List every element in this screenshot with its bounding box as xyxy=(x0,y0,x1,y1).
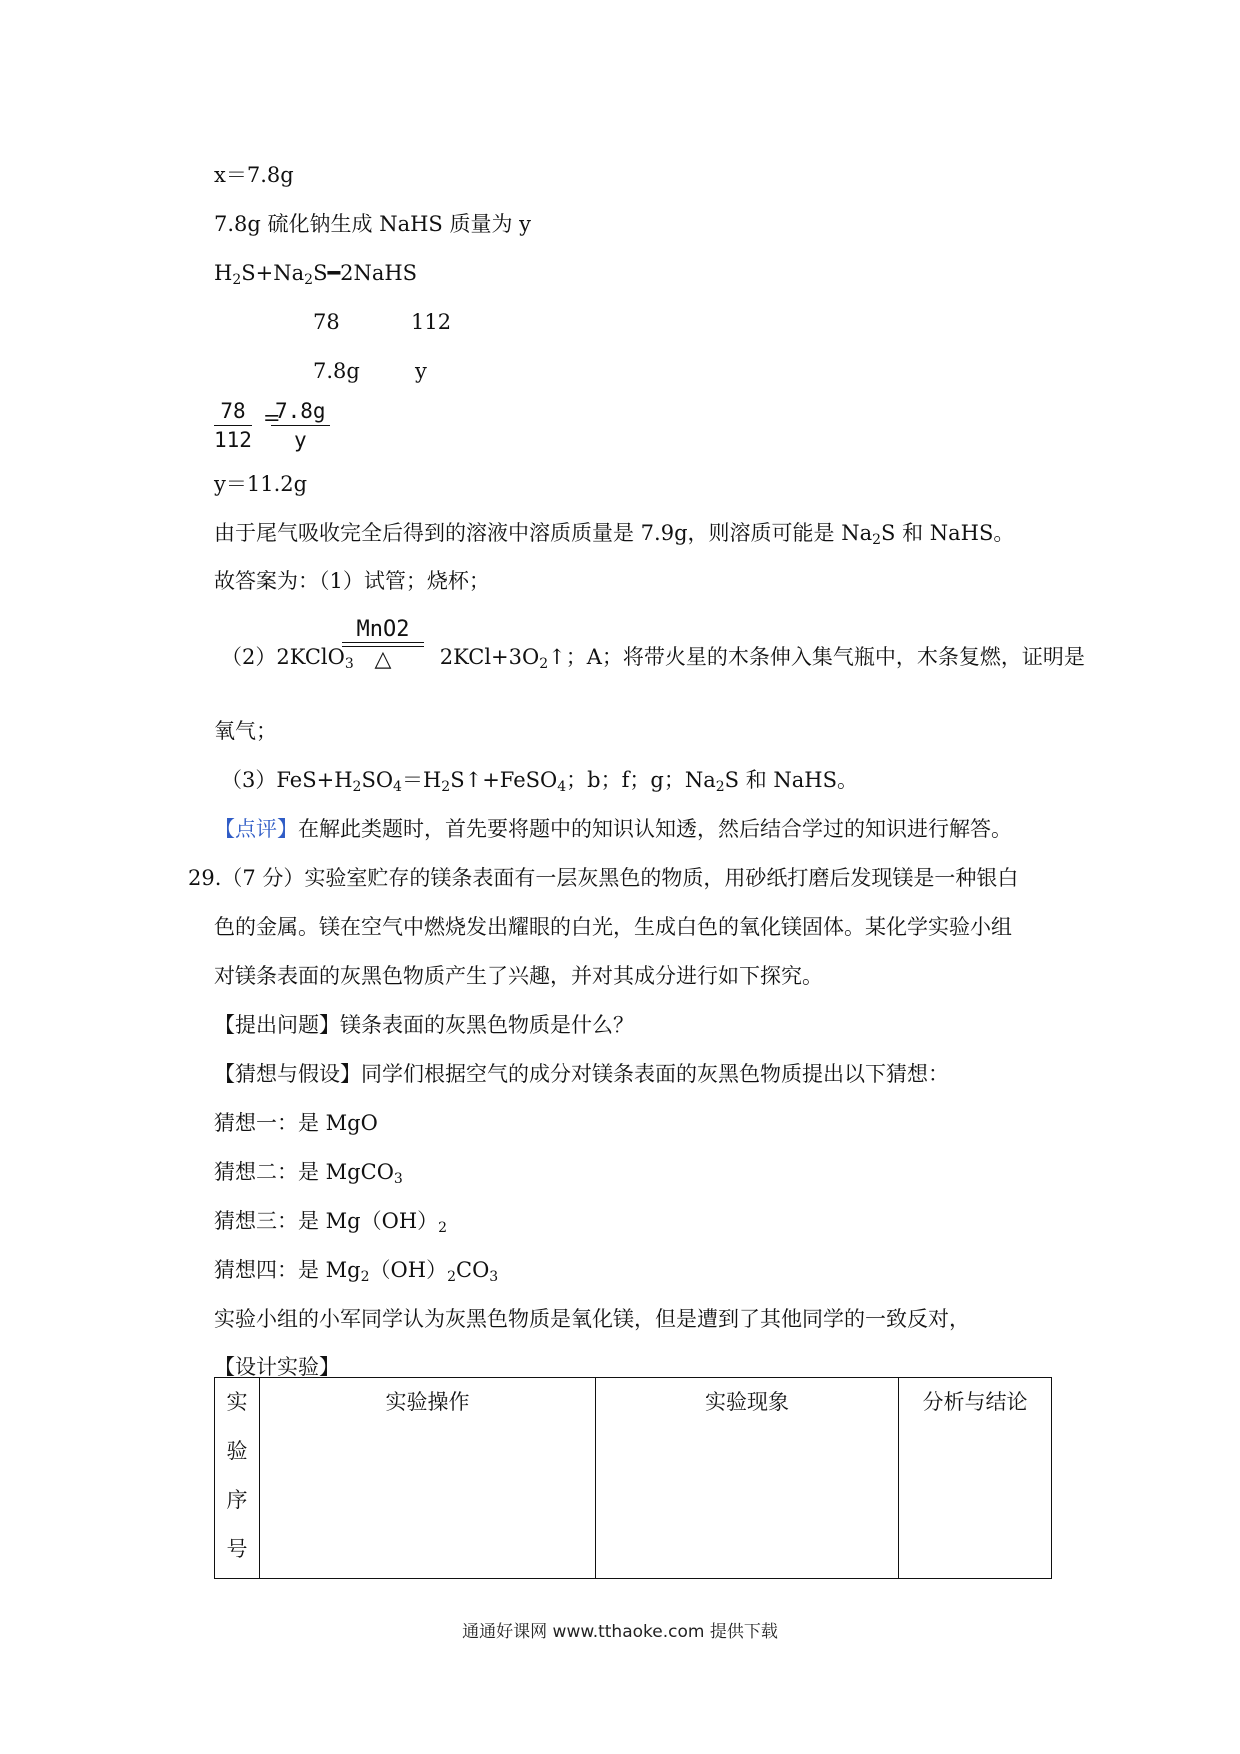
table-header-row xyxy=(215,1378,1052,1579)
header-analysis: 分析与结论 xyxy=(899,1378,1052,1579)
y-result: y＝11.2g xyxy=(214,472,308,496)
catalyst-label: MnO2 xyxy=(356,617,410,642)
fraction-right xyxy=(271,398,330,453)
guess-3: 猜想三：是 $Mg(OH)_2$ xyxy=(214,1209,448,1236)
conclusion-line: 由于尾气吸收完全后得到的溶液中溶质质量是 7.9g，则溶质可能是 $Na_2S$ 和 NaHS。 xyxy=(214,521,1015,548)
heat-symbol: △ xyxy=(374,647,392,672)
comment-line: 【点评】在解此类题时，首先要将题中的知识认知透，然后结合学过的知识进行解答。 xyxy=(214,817,1012,841)
header-operation: 实验操作 xyxy=(260,1378,596,1579)
design-heading: 【设计实验】 xyxy=(214,1355,340,1379)
answer-2-cont: 氧气； xyxy=(214,719,277,743)
reaction-condition xyxy=(342,618,424,673)
fraction-equals: = xyxy=(263,406,281,430)
answer-3: $(3)FeS+H_2SO_4=H_2S↑+FeSO_4$；b；f；g；$Na_2S$ 和 NaHS。 xyxy=(221,768,858,795)
xiaojun-line: 实验小组的小军同学认为灰黑色物质是氧化镁，但是遭到了其他同学的一致反对， xyxy=(214,1307,970,1331)
answer-2: （2）2KClO$_3$ $2KCl+3O_2↑$；A；将带火星的木条伸入集气瓶中，木条复燃，证明是 xyxy=(221,645,1085,672)
x-result: x＝7.8g xyxy=(214,163,294,187)
equation-h2s-na2s: $H_2S+Na_2S━2NaHS$ xyxy=(214,261,418,288)
fraction-left xyxy=(214,398,252,453)
fraction-right-num: 7.8g xyxy=(271,398,330,426)
mass-y: y xyxy=(415,359,427,383)
question-raise: 【提出问题】镁条表面的灰黑色物质是什么？ xyxy=(214,1013,634,1037)
fraction-left-den: 112 xyxy=(214,428,252,452)
fraction-right-den: y xyxy=(293,428,307,452)
fraction-left-num: 78 xyxy=(214,398,252,426)
hypothesis: 【猜想与假设】同学们根据空气的成分对镁条表面的灰黑色物质提出以下猜想： xyxy=(214,1062,949,1086)
mass-78: 78 xyxy=(313,310,340,334)
footer-credit: 通通好课网 www.tthaoke.com 提供下载 xyxy=(462,1622,778,1642)
mass-78g: 7.8g xyxy=(313,359,360,383)
guess-2: 猜想二：是 MgCO$_3$ xyxy=(214,1160,403,1187)
mass-112: 112 xyxy=(411,310,452,334)
q29-line-2: 色的金属。镁在空气中燃烧发出耀眼的白光，生成白色的氧化镁固体。某化学实验小组 xyxy=(214,915,1012,939)
guess-1: 猜想一：是 MgO xyxy=(214,1111,378,1135)
answer-intro: 故答案为：（1）试管；烧杯； xyxy=(214,569,490,593)
nahs-intro: 7.8g 硫化钠生成 NaHS 质量为 y xyxy=(214,212,531,236)
comment-tag: 【点评】 xyxy=(214,817,298,841)
q29-line-1: 29.（7 分）实验室贮存的镁条表面有一层灰黑色的物质，用砂纸打磨后发现镁是一种银白 xyxy=(188,866,1019,890)
experiment-table xyxy=(214,1377,1052,1579)
header-experiment-number: 实 验 序 号 xyxy=(215,1378,260,1579)
header-phenomenon: 实验现象 xyxy=(596,1378,899,1579)
q29-line-3: 对镁条表面的灰黑色物质产生了兴趣，并对其成分进行如下探究。 xyxy=(214,964,823,988)
guess-4: 猜想四：是 $Mg_2(OH)_2CO_3$ xyxy=(214,1258,499,1285)
